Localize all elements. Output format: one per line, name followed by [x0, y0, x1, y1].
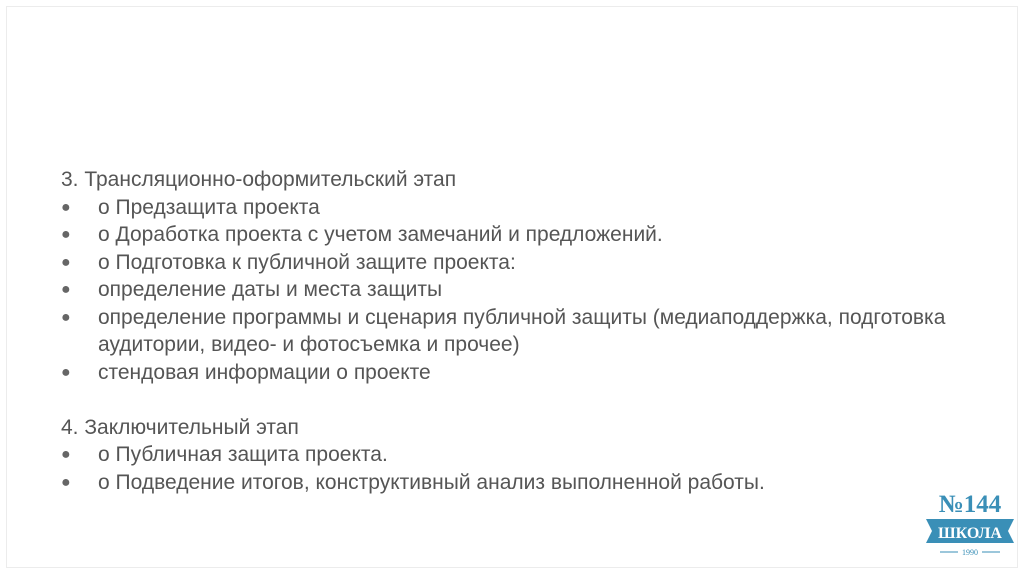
list-item: ● o Предзащита проекта — [61, 194, 981, 222]
logo-number: №144 — [938, 491, 1002, 518]
section-4-list — [61, 441, 981, 496]
section-spacer — [61, 386, 981, 414]
list-item: ● стендовая информации о проекте — [61, 359, 981, 387]
bullet-icon: ● — [61, 226, 71, 243]
list-item: ● определение программы и сценария публичной защиты (медиаподдержка, подготовка аудитории, видео- и фотосъемка и прочее) — [61, 305, 946, 356]
list-item: ● o Публичная защита проекта. — [61, 441, 981, 469]
bullet-icon: ● — [61, 198, 71, 216]
list-item: ● o Подведение итогов, конструктивный анализ выполненной работы. — [61, 469, 981, 497]
bullet-icon: ● — [61, 308, 71, 326]
school-logo — [922, 488, 1018, 568]
section-3-heading: 3. Трансляционно-оформительский этап — [61, 168, 457, 191]
list-item: ● o Доработка проекта с учетом замечаний и предложений. — [61, 221, 981, 249]
bullet-icon: ● — [61, 446, 71, 463]
logo-name: ШКОЛА — [938, 525, 1002, 542]
slide-content — [61, 166, 981, 496]
bullet-icon: ● — [61, 363, 71, 381]
list-item: ● определение даты и места защиты — [61, 276, 981, 304]
bullet-icon: ● — [61, 473, 71, 491]
list-item: ● o Подготовка к публичной защите проекта: — [61, 249, 981, 277]
section-3-list — [61, 194, 981, 387]
section-4-heading: 4. Заключительный этап — [61, 415, 299, 439]
logo-year: 1990 — [962, 548, 978, 557]
bullet-icon: ● — [61, 253, 71, 271]
bullet-icon: ● — [61, 281, 71, 298]
